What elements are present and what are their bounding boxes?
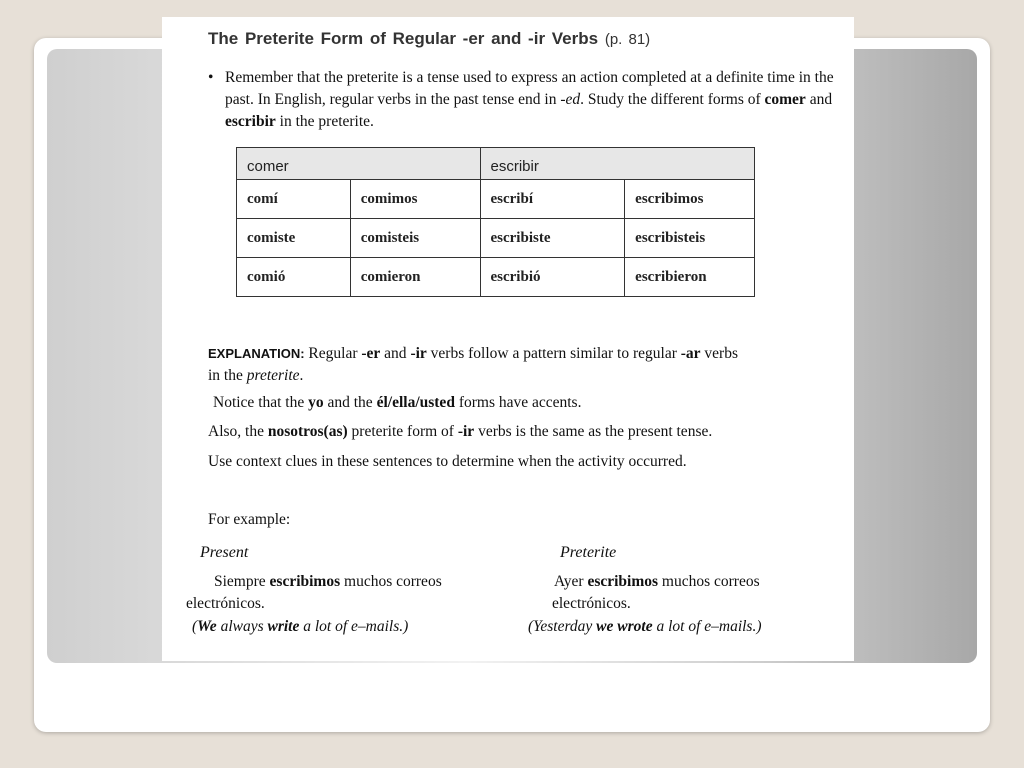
table-cell: escribió xyxy=(480,258,625,297)
preterite-translation: (Yesterday we wrote a lot of e–mails.) xyxy=(528,618,762,635)
example-label: For example: xyxy=(208,511,291,528)
header-comer: comer xyxy=(237,148,481,180)
present-heading: Present xyxy=(200,544,249,561)
table-header-row xyxy=(237,148,755,180)
table-cell: comiste xyxy=(237,219,351,258)
header-escribir: escribir xyxy=(480,148,755,180)
also-line: Also, the nosotros(as) preterite form of -ir verbs is the same as the present tense. xyxy=(208,423,713,440)
present-example-sentence: Siempre escribimos muchos correos electrónicos. xyxy=(186,573,442,612)
table-cell: comimos xyxy=(350,180,480,219)
textbook-page xyxy=(162,17,854,661)
title-text: The Preterite Form of Regular -er and -ir Verbs xyxy=(208,29,599,48)
table-cell: escribieron xyxy=(625,258,755,297)
preterite-example-sentence: Ayer escribimos muchos correos electrónicos. xyxy=(552,573,760,612)
page-reference: (p. 81) xyxy=(604,31,651,48)
notice-line: Notice that the yo and the él/ella/usted forms have accents. xyxy=(213,394,582,411)
preterite-heading: Preterite xyxy=(560,544,617,561)
intro-paragraph xyxy=(208,67,838,133)
explanation-paragraph: EXPLANATION: Regular -er and -ir verbs follow a pattern similar to regular -ar verbs in the preterite. xyxy=(208,345,738,384)
table-cell: escribisteis xyxy=(625,219,755,258)
context-clues-line: Use context clues in these sentences to determine when the activity occurred. xyxy=(208,453,687,470)
present-translation: (We always write a lot of e–mails.) xyxy=(192,618,409,635)
table-cell: escribimos xyxy=(625,180,755,219)
table-cell: comió xyxy=(237,258,351,297)
table-cell: comisteis xyxy=(350,219,480,258)
table-cell: comieron xyxy=(350,258,480,297)
intro-text: Remember that the preterite is a tense used to express an action completed at a definite time in the past. In English, regular verbs in the past tense end in -ed. Study the different forms of comer and escribir in the preterite. xyxy=(225,69,834,130)
table-cell: comí xyxy=(237,180,351,219)
table-row xyxy=(237,258,755,297)
table-row xyxy=(237,219,755,258)
bullet-icon: • xyxy=(208,69,214,86)
table-row xyxy=(237,180,755,219)
page-title xyxy=(208,29,650,49)
conjugation-table xyxy=(236,147,755,297)
table-cell: escribiste xyxy=(480,219,625,258)
table-cell: escribí xyxy=(480,180,625,219)
